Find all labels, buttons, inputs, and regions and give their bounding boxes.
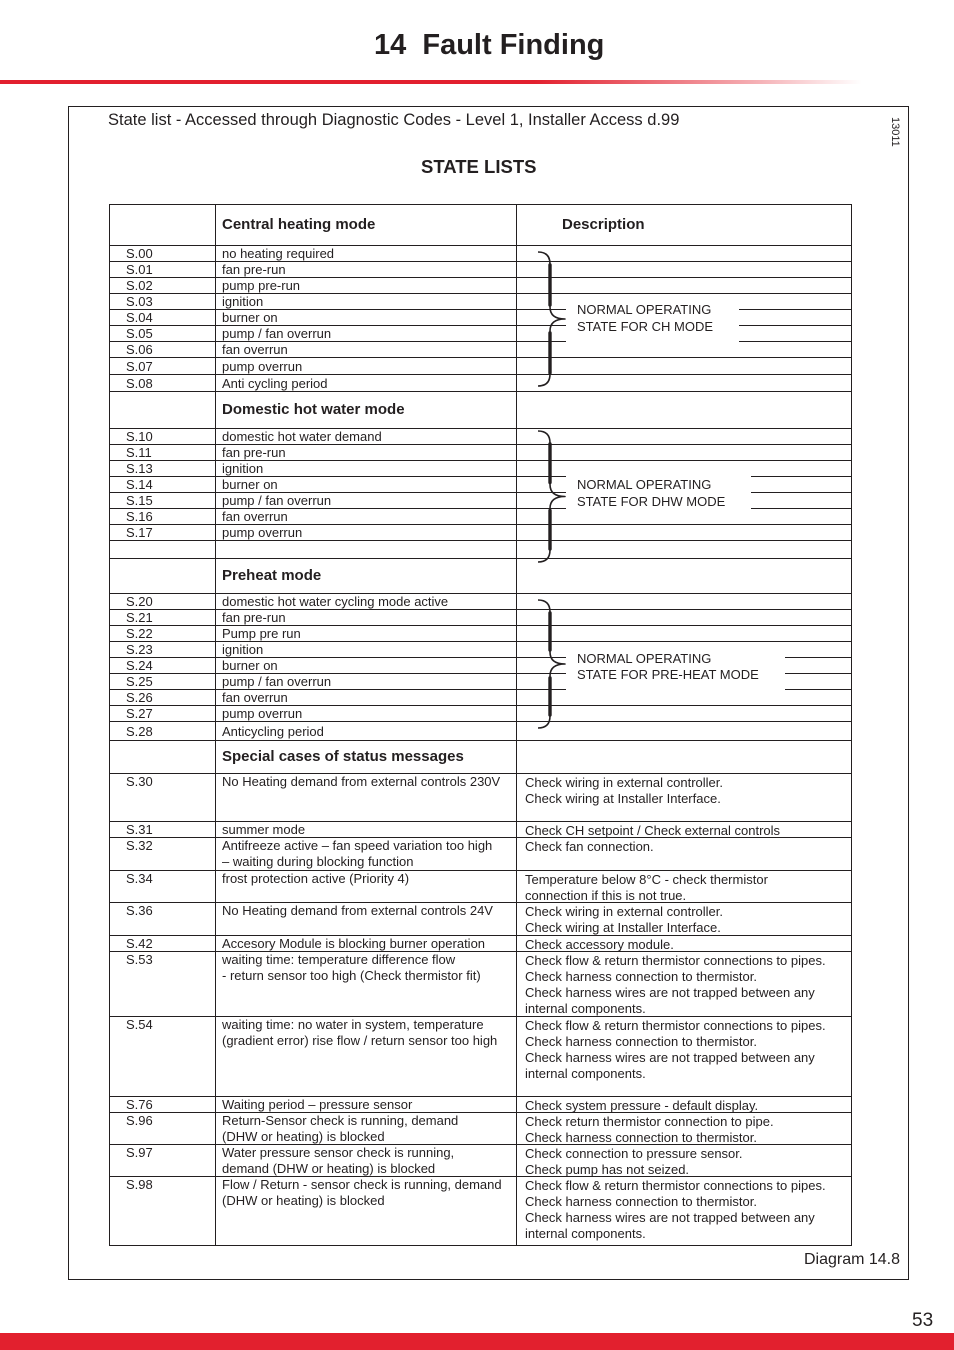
description-cell xyxy=(517,445,851,460)
figure-reference-code: 13011 xyxy=(889,117,901,147)
state-row xyxy=(110,278,851,294)
state-code xyxy=(110,509,216,524)
fault-check-description xyxy=(517,936,851,951)
state-code xyxy=(110,774,216,821)
state-row xyxy=(110,658,851,674)
state-text-line: pump pre-run xyxy=(222,278,301,293)
state-text xyxy=(216,936,517,951)
state-code-text: S.21 xyxy=(126,610,153,625)
state-text xyxy=(216,445,517,460)
state-row xyxy=(110,493,851,509)
description-cell xyxy=(517,722,851,740)
state-row xyxy=(110,722,851,741)
state-text-line: Pump pre run xyxy=(222,626,301,641)
header-rule xyxy=(0,80,862,84)
state-text-line: domestic hot water cycling mode active xyxy=(222,594,449,609)
state-text-line: Anticycling period xyxy=(222,723,324,739)
state-text xyxy=(216,493,517,508)
state-code-text: S.05 xyxy=(126,326,153,341)
page-number: 53 xyxy=(912,1310,934,1331)
state-text-line: burner on xyxy=(222,310,278,325)
group-note-line: NORMAL OPERATING xyxy=(577,302,712,317)
state-text-line: Accesory Module is blocking burner operation xyxy=(222,936,486,951)
state-code xyxy=(110,594,216,609)
state-code xyxy=(110,1145,216,1176)
state-text xyxy=(216,1145,517,1176)
page-title: 14 Fault Finding xyxy=(374,29,605,61)
description-line: Check connection to pressure sensor. xyxy=(525,1146,743,1161)
state-text xyxy=(216,822,517,837)
description-cell xyxy=(517,690,851,705)
state-list-table xyxy=(109,204,852,1246)
state-code-text: S.27 xyxy=(126,706,153,721)
state-row xyxy=(110,822,851,838)
blank-cell xyxy=(110,541,216,558)
section-title: Domestic hot water mode xyxy=(216,392,517,428)
state-code-text: S.15 xyxy=(126,493,153,508)
state-row xyxy=(110,774,851,822)
state-code xyxy=(110,952,216,1016)
state-row xyxy=(110,1113,851,1145)
state-text-line: frost protection active (Priority 4) xyxy=(222,871,410,886)
state-code xyxy=(110,477,216,492)
description-line: internal components. xyxy=(525,1066,646,1081)
description-cell xyxy=(517,262,851,277)
state-text xyxy=(216,903,517,935)
state-text xyxy=(216,626,517,641)
state-code-text: S.13 xyxy=(126,461,153,476)
state-code xyxy=(110,903,216,935)
state-text xyxy=(216,642,517,657)
state-row xyxy=(110,1145,851,1177)
description-cell xyxy=(517,493,851,508)
state-code xyxy=(110,375,216,391)
description-line: Check accessory module. xyxy=(525,937,674,952)
state-row xyxy=(110,706,851,722)
state-code-text: S.32 xyxy=(126,838,153,853)
description-header xyxy=(517,559,851,593)
description-cell xyxy=(517,594,851,609)
group-note-line: NORMAL OPERATING xyxy=(577,650,712,666)
state-text-line: fan pre-run xyxy=(222,610,286,625)
description-line: connection if this is not true. xyxy=(525,888,687,903)
state-code-text: S.36 xyxy=(126,903,153,918)
state-code-text: S.00 xyxy=(126,246,153,261)
fault-check-description xyxy=(517,822,851,837)
state-row xyxy=(110,1017,851,1097)
state-row xyxy=(110,594,851,610)
state-text-line: pump overrun xyxy=(222,358,303,374)
state-text-line: demand (DHW or heating) is blocked xyxy=(222,1161,436,1176)
state-text xyxy=(216,658,517,673)
section-header-blank-cell xyxy=(110,559,216,593)
state-code-text: S.04 xyxy=(126,310,153,325)
description-header xyxy=(517,392,851,428)
blank-row xyxy=(110,541,851,559)
section-header-row xyxy=(110,392,851,429)
section-title: Central heating mode xyxy=(216,205,517,245)
description-line: Check pump has not seized. xyxy=(525,1162,690,1177)
state-code-text: S.17 xyxy=(126,525,153,540)
footer-bar xyxy=(0,1333,954,1350)
state-text-line: pump / fan overrun xyxy=(222,674,332,689)
state-code xyxy=(110,822,216,837)
state-text-line: Flow / Return - sensor check is running, demand xyxy=(222,1177,502,1192)
diagram-caption: Diagram 14.8 xyxy=(803,1251,900,1268)
state-code-text: S.42 xyxy=(126,936,153,951)
state-row xyxy=(110,445,851,461)
state-text-line: Water pressure sensor check is running, xyxy=(222,1145,455,1160)
state-row xyxy=(110,1097,851,1113)
fault-check-description xyxy=(517,952,851,1016)
state-code-text: S.97 xyxy=(126,1145,153,1160)
state-code xyxy=(110,461,216,476)
state-code xyxy=(110,674,216,689)
description-cell xyxy=(517,310,851,325)
state-code xyxy=(110,262,216,277)
state-code-text: S.54 xyxy=(126,1017,153,1032)
state-code-text: S.76 xyxy=(126,1097,153,1112)
state-text-line: No Heating demand from external controls 230V xyxy=(222,774,501,789)
state-text xyxy=(216,509,517,524)
description-cell xyxy=(517,642,851,657)
state-code xyxy=(110,658,216,673)
state-row xyxy=(110,1177,851,1246)
section-header-row xyxy=(110,205,851,246)
fault-check-description xyxy=(517,838,851,870)
state-code xyxy=(110,358,216,374)
description-cell xyxy=(517,342,851,357)
description-line: Check system pressure - default display. xyxy=(525,1098,759,1113)
state-code xyxy=(110,1177,216,1245)
state-group xyxy=(110,594,851,741)
state-code-text: S.53 xyxy=(126,952,153,967)
description-line: internal components. xyxy=(525,1226,646,1241)
state-text-line: domestic hot water demand xyxy=(222,429,382,444)
state-text xyxy=(216,525,517,540)
state-code-text: S.30 xyxy=(126,774,153,789)
description-cell xyxy=(517,429,851,444)
state-text xyxy=(216,774,517,821)
fault-check-description xyxy=(517,1097,851,1112)
state-text-line: ignition xyxy=(222,642,264,657)
state-row xyxy=(110,375,851,392)
section-header-row xyxy=(110,741,851,774)
state-text-line: pump overrun xyxy=(222,706,303,721)
group-note-line: STATE FOR PRE-HEAT MODE xyxy=(577,667,759,682)
description-line: Check wiring at Installer Interface. xyxy=(525,920,721,935)
state-text-line: ignition xyxy=(222,461,264,476)
state-code xyxy=(110,429,216,444)
state-text xyxy=(216,1177,517,1245)
state-row xyxy=(110,674,851,690)
state-code xyxy=(110,445,216,460)
description-cell xyxy=(517,626,851,641)
description-cell xyxy=(517,358,851,374)
state-group xyxy=(110,246,851,392)
state-code xyxy=(110,706,216,721)
state-row xyxy=(110,326,851,342)
state-code-text: S.03 xyxy=(126,294,153,309)
state-text-line: No Heating demand from external controls 24V xyxy=(222,903,493,918)
state-code xyxy=(110,642,216,657)
state-text xyxy=(216,262,517,277)
state-text xyxy=(216,477,517,492)
state-code-text: S.98 xyxy=(126,1177,153,1192)
state-text-line: ignition xyxy=(222,294,264,309)
state-text-line: fan overrun xyxy=(222,342,288,357)
state-text-line: Anti cycling period xyxy=(222,375,328,391)
description-line: Check harness connection to thermistor. xyxy=(525,969,757,984)
description-line: Check harness wires are not trapped between any xyxy=(525,1210,815,1225)
state-row xyxy=(110,342,851,358)
state-text xyxy=(216,838,517,870)
description-header: Description xyxy=(562,216,645,233)
state-text xyxy=(216,1017,517,1096)
state-code xyxy=(110,936,216,951)
state-row xyxy=(110,310,851,326)
state-text xyxy=(216,1097,517,1112)
state-row xyxy=(110,838,851,871)
state-code-text: S.01 xyxy=(126,262,153,277)
state-row xyxy=(110,525,851,541)
section-title: Preheat mode xyxy=(216,559,517,593)
state-text xyxy=(216,310,517,325)
state-code-text: S.28 xyxy=(126,723,153,739)
state-row xyxy=(110,429,851,445)
section-title: Special cases of status messages xyxy=(216,741,517,773)
state-text xyxy=(216,594,517,609)
state-code xyxy=(110,610,216,625)
state-code-text: S.34 xyxy=(126,871,153,886)
state-text-line: summer mode xyxy=(222,822,306,837)
state-text-line: fan overrun xyxy=(222,509,288,524)
state-text xyxy=(216,461,517,476)
state-code xyxy=(110,871,216,902)
state-code-text: S.07 xyxy=(126,358,153,374)
state-code-text: S.06 xyxy=(126,342,153,357)
state-code xyxy=(110,1113,216,1144)
state-text-line: pump / fan overrun xyxy=(222,326,332,341)
state-code-text: S.26 xyxy=(126,690,153,705)
state-text xyxy=(216,610,517,625)
group-note-line: NORMAL OPERATING xyxy=(577,477,712,492)
blank-cell xyxy=(517,541,851,558)
state-code xyxy=(110,626,216,641)
fault-check-description xyxy=(517,1177,851,1245)
description-line: internal components. xyxy=(525,1001,646,1016)
state-text xyxy=(216,674,517,689)
state-row xyxy=(110,610,851,626)
description-line: Check wiring in external controller. xyxy=(525,775,723,790)
state-text xyxy=(216,278,517,293)
state-code-text: S.11 xyxy=(126,445,152,460)
state-code-text: S.24 xyxy=(126,658,153,673)
state-row xyxy=(110,246,851,262)
description-header xyxy=(517,741,851,773)
state-code-text: S.23 xyxy=(126,642,153,657)
state-row xyxy=(110,262,851,278)
description-cell xyxy=(517,525,851,540)
state-row xyxy=(110,294,851,310)
state-code-text: S.14 xyxy=(126,477,153,492)
state-row xyxy=(110,903,851,936)
state-text-line: – waiting during blocking function xyxy=(222,854,414,869)
state-text-line: fan pre-run xyxy=(222,445,286,460)
state-text-line: burner on xyxy=(222,658,278,673)
state-code-text: S.31 xyxy=(126,822,153,837)
group-note-line: STATE FOR DHW MODE xyxy=(577,493,726,509)
fault-check-description xyxy=(517,1113,851,1144)
state-text xyxy=(216,294,517,309)
state-code xyxy=(110,690,216,705)
blank-cell xyxy=(216,541,517,558)
state-code xyxy=(110,310,216,325)
description-cell xyxy=(517,509,851,524)
description-cell xyxy=(517,610,851,625)
state-text xyxy=(216,952,517,1016)
description-cell xyxy=(517,278,851,293)
state-code xyxy=(110,493,216,508)
state-row xyxy=(110,690,851,706)
state-code-text: S.25 xyxy=(126,674,153,689)
state-text-line: (gradient error) rise flow / return sensor too high xyxy=(222,1033,498,1048)
description-line: Check fan connection. xyxy=(525,839,654,854)
state-code-text: S.10 xyxy=(126,429,153,444)
state-text-line: waiting time: no water in system, temperature xyxy=(222,1017,484,1032)
state-row xyxy=(110,626,851,642)
description-line: Check flow & return thermistor connections to pipes. xyxy=(525,1178,826,1193)
state-text-line: Waiting period – pressure sensor xyxy=(222,1097,413,1112)
state-text xyxy=(216,358,517,374)
description-line: Check wiring at Installer Interface. xyxy=(525,791,721,806)
state-text-line: no heating required xyxy=(222,246,335,261)
description-cell xyxy=(517,706,851,721)
section-header-row xyxy=(110,559,851,594)
fault-check-description xyxy=(517,903,851,935)
state-code xyxy=(110,838,216,870)
description-cell xyxy=(517,461,851,476)
state-text-line: pump overrun xyxy=(222,525,303,540)
description-line: Check flow & return thermistor connections to pipes. xyxy=(525,1018,826,1033)
state-text-line: - return sensor too high (Check thermistor fit) xyxy=(222,968,481,983)
section-header-blank-cell xyxy=(110,392,216,428)
fault-check-description xyxy=(517,1017,851,1096)
state-code xyxy=(110,722,216,740)
description-line: Temperature below 8°C - check thermistor xyxy=(525,872,768,887)
state-code xyxy=(110,294,216,309)
diagram-intro: State list - Accessed through Diagnostic Codes - Level 1, Installer Access d.99 xyxy=(108,111,680,129)
state-row xyxy=(110,952,851,1017)
state-code xyxy=(110,278,216,293)
state-text-line: waiting time: temperature difference flow xyxy=(222,952,456,967)
state-text xyxy=(216,342,517,357)
state-code-text: S.96 xyxy=(126,1113,153,1128)
state-text xyxy=(216,871,517,902)
state-row xyxy=(110,461,851,477)
description-cell xyxy=(517,375,851,391)
state-code xyxy=(110,1097,216,1112)
state-code xyxy=(110,342,216,357)
state-text-line: Antifreeze active – fan speed variation too high xyxy=(222,838,493,853)
state-text-line: (DHW or heating) is blocked xyxy=(222,1129,385,1144)
group-note-line: STATE FOR CH MODE xyxy=(577,318,714,334)
state-row xyxy=(110,509,851,525)
state-code-text: S.08 xyxy=(126,375,153,391)
section-header-blank-cell xyxy=(110,205,216,245)
description-line: Check wiring in external controller. xyxy=(525,904,723,919)
description-line: Check harness connection to thermistor. xyxy=(525,1034,757,1049)
state-code-text: S.22 xyxy=(126,626,153,641)
state-text-line: burner on xyxy=(222,477,278,492)
description-cell xyxy=(517,246,851,261)
state-text-line: fan pre-run xyxy=(222,262,286,277)
state-text-line: pump / fan overrun xyxy=(222,493,332,508)
state-text xyxy=(216,706,517,721)
description-line: Check CH setpoint / Check external controls xyxy=(525,823,781,838)
description-line: Check flow & return thermistor connections to pipes. xyxy=(525,953,826,968)
state-group xyxy=(110,774,851,1246)
state-code xyxy=(110,525,216,540)
description-cell xyxy=(517,326,851,341)
state-row xyxy=(110,936,851,952)
state-row xyxy=(110,642,851,658)
state-text xyxy=(216,690,517,705)
state-text-line: (DHW or heating) is blocked xyxy=(222,1193,385,1208)
description-line: Check harness wires are not trapped between any xyxy=(525,985,815,1000)
state-text xyxy=(216,326,517,341)
fault-check-description xyxy=(517,774,851,821)
state-text xyxy=(216,246,517,261)
state-code-text: S.02 xyxy=(126,278,153,293)
description-line: Check return thermistor connection to pipe. xyxy=(525,1114,774,1129)
fault-check-description xyxy=(517,1145,851,1176)
state-text xyxy=(216,429,517,444)
fault-check-description xyxy=(517,871,851,902)
description-cell xyxy=(517,477,851,492)
state-text-line: Return-Sensor check is running, demand xyxy=(222,1113,459,1128)
section-header-blank-cell xyxy=(110,741,216,773)
state-text xyxy=(216,722,517,740)
description-line: Check harness connection to thermistor. xyxy=(525,1130,757,1145)
state-code-text: S.20 xyxy=(126,594,153,609)
state-row xyxy=(110,358,851,375)
description-line: Check harness connection to thermistor. xyxy=(525,1194,757,1209)
state-row xyxy=(110,477,851,493)
state-code-text: S.16 xyxy=(126,509,153,524)
state-text xyxy=(216,375,517,391)
description-cell xyxy=(517,658,851,673)
state-code xyxy=(110,326,216,341)
description-cell xyxy=(517,674,851,689)
state-code xyxy=(110,1017,216,1096)
state-code xyxy=(110,246,216,261)
state-group xyxy=(110,429,851,559)
state-text xyxy=(216,1113,517,1144)
description-cell xyxy=(517,294,851,309)
state-row xyxy=(110,871,851,903)
description-line: Check harness wires are not trapped between any xyxy=(525,1050,815,1065)
state-text-line: fan overrun xyxy=(222,690,288,705)
state-lists-heading: STATE LISTS xyxy=(421,156,537,177)
